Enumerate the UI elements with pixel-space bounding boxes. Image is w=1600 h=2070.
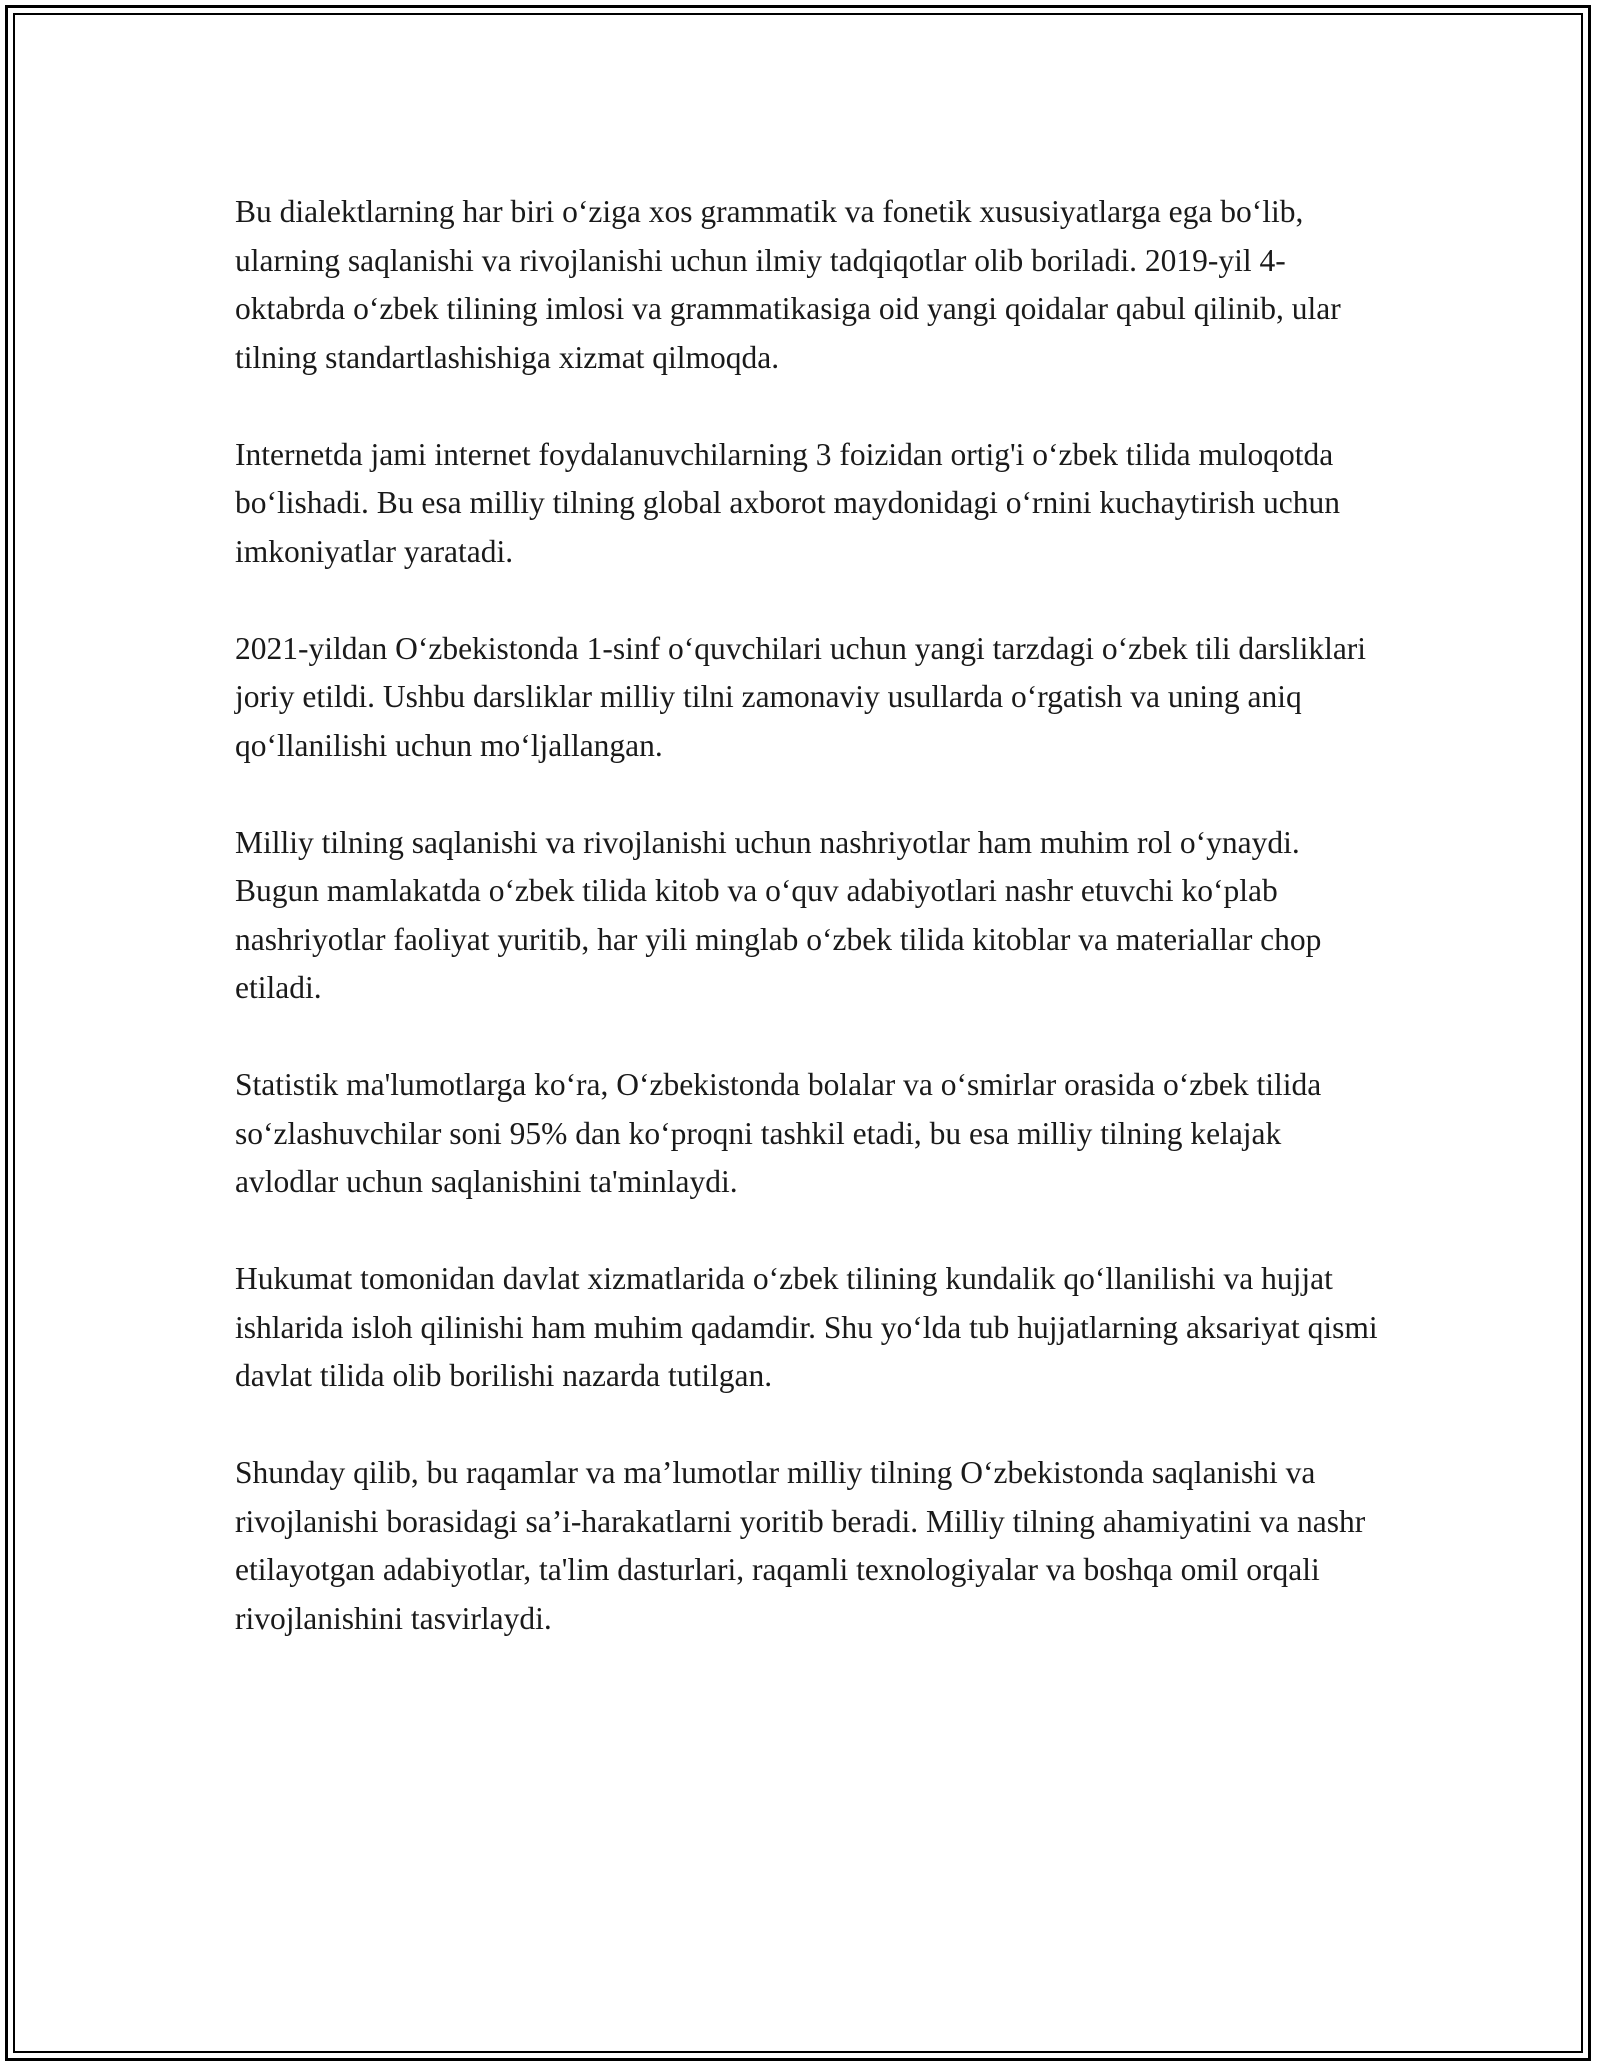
paragraph-dialects: Bu dialektlarning har biri o‘ziga xos grammatik va fonetik xususiyatlarga ega bo‘lib, ularning saqlanishi va rivojlanishi uchun ilmiy tadqiqotlar olib boriladi. 2019-yil 4-oktabrda o‘zbek tilining imlosi va grammatikasiga oid yangi qoidalar qabul qilinib, ular tilning standartlashishiga xizmat qilmoqda. (235, 194, 1341, 375)
paragraph-publishers: Milliy tilning saqlanishi va rivojlanishi uchun nashriyotlar ham muhim rol o‘ynaydi. Bugun mamlakatda o‘zbek tilida kitob va o‘quv adabiyotlari nashr etuvchi ko‘plab nashriyotlar faoliyat yuritib, har yili minglab o‘zbek tilida kitoblar va materiallar chop etiladi. (235, 824, 1322, 1005)
document-body (235, 188, 1385, 1692)
paragraph-conclusion: Shunday qilib, bu raqamlar va ma’lumotlar milliy tilning O‘zbekistonda saqlanishi va rivojlanishi borasidagi sa’i-harakatlarni yoritib beradi. Milliy tilning ahamiyatini va nashr etilayotgan adabiyotlar, ta'lim dasturlari, raqamli texnologiyalar va boshqa omil orqali rivojlanishini tasvirlaydi. (235, 1455, 1366, 1636)
paragraph-textbooks: 2021-yildan O‘zbekistonda 1-sinf o‘quvchilari uchun yangi tarzdagi o‘zbek tili darsliklari joriy etildi. Ushbu darsliklar milliy tilni zamonaviy usullarda o‘rgatish va uning aniq qo‘llanilishi uchun mo‘ljallangan. (235, 630, 1367, 763)
paragraph-government: Hukumat tomonidan davlat xizmatlarida o‘zbek tilining kundalik qo‘llanilishi va hujjat ishlarida isloh qilinishi ham muhim qadamdir. Shu yo‘lda tub hujjatlarning aksariyat qismi davlat tilida olib borilishi nazarda tutilgan. (235, 1261, 1378, 1393)
paragraph-statistics: Statistik ma'lumotlarga ko‘ra, O‘zbekistonda bolalar va o‘smirlar orasida o‘zbek tilida so‘zlashuvchilar soni 95% dan ko‘proqni tashkil etadi, bu esa milliy tilning kelajak avlodlar uchun saqlanishini ta'minlaydi. (235, 1067, 1322, 1199)
paragraph-internet: Internetda jami internet foydalanuvchilarning 3 foizidan ortig'i o‘zbek tilida muloqotda bo‘lishadi. Bu esa milliy tilning global axborot maydonidagi o‘rnini kuchaytirish uchun imkoniyatlar yaratadi. (235, 436, 1340, 569)
